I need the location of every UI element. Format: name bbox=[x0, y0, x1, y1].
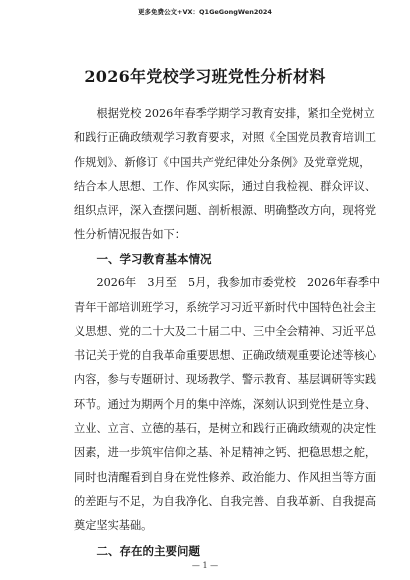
section-heading: 二、存在的主要问题 bbox=[96, 543, 200, 558]
paragraph-line: 和践行正确政绩观学习教育要求，对照《全国党员教育培训工 bbox=[74, 131, 377, 145]
paragraph-line: 立业、立言、立德的基石，是树立和践行正确政绩观的决定性 bbox=[74, 422, 377, 436]
paragraph-line: 同时也清醒看到自身在党性修养、政治能力、作风担当等方面 bbox=[74, 470, 377, 484]
document-title: 2026年党校学习班党性分析材料 bbox=[84, 67, 326, 86]
paragraph-line: 青年干部培训班学习，系统学习习近平新时代中国特色社会主 bbox=[74, 300, 377, 314]
paragraph-line: 义思想、党的二十大及二十届二中、三中全会精神、习近平总 bbox=[74, 324, 377, 338]
paragraph-line: 结合本人思想、工作、作风实际，通过自我检视、群众评议、 bbox=[74, 179, 377, 193]
paragraph-line: 书记关于党的自我革命重要思想、正确政绩观重要论述等核心 bbox=[74, 349, 377, 363]
paragraph-line: 环节。通过为期两个月的集中淬炼，深刻认识到党性是立身、 bbox=[74, 397, 377, 411]
paragraph-line: 作规划》、新修订《中国共产党纪律处分条例》及党章党规， bbox=[74, 155, 371, 169]
paragraph-line: 2026年 3月至 5月，我参加市委党校 2026年春季中 bbox=[96, 276, 381, 290]
paragraph-line: 奠定坚实基础。 bbox=[74, 519, 153, 533]
paragraph-line: 根据党校 2026年春季学期学习教育安排，紧扣全党树立 bbox=[96, 107, 375, 120]
paragraph-line: 内容，参与专题研讨、现场教学、警示教育、基层调研等实践 bbox=[74, 373, 377, 387]
header-watermark: 更多免费公文+VX：Q1GeGongWen2024 bbox=[138, 8, 272, 16]
paragraph-line: 的差距与不足，为自我净化、自我完善、自我革新、自我提高 bbox=[74, 494, 377, 508]
section-1 bbox=[74, 247, 381, 563]
paragraph-line: 组织点评，深入查摆问题、剖析根源、明确整改方向，现将党 bbox=[74, 204, 377, 218]
section-heading: 一、学习教育基本情况 bbox=[96, 252, 212, 266]
page-number: — 1 — bbox=[191, 561, 219, 570]
paragraph-line: 因素，进一步筑牢信仰之基、补足精神之钙、把稳思想之舵， bbox=[74, 446, 377, 460]
paragraph-line: 性分析情况报告如下： bbox=[74, 228, 186, 242]
intro-paragraph bbox=[74, 102, 377, 248]
